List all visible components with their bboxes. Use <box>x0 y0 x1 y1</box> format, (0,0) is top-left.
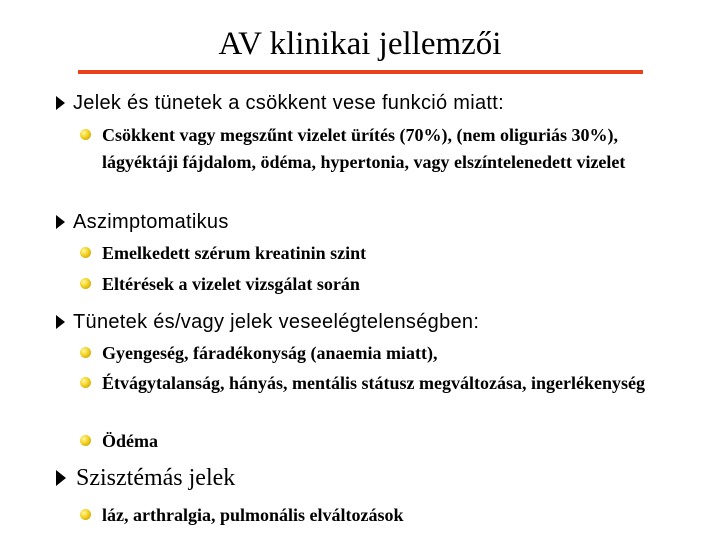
round-bullet-icon <box>80 129 91 140</box>
list-item-text: Emelkedett szérum kreatinin szint <box>102 243 367 263</box>
list-item-text: Eltérések a vizelet vizsgálat során <box>102 274 360 294</box>
round-bullet-icon <box>80 278 91 289</box>
section-heading-text: Tünetek és/vagy jelek veseelégtelenségben: <box>73 311 480 333</box>
triangle-right-icon <box>56 96 65 110</box>
round-bullet-icon <box>80 435 91 446</box>
section-heading-text: Szisztémás jelek <box>76 465 236 491</box>
round-bullet-icon <box>80 377 91 388</box>
round-bullet-icon <box>80 509 91 520</box>
list-item-text: Étvágytalanság, hányás, mentális státusz megváltozása, ingerlékenység <box>102 373 645 393</box>
list-item-text: láz, arthralgia, pulmonális elváltozások <box>102 505 404 525</box>
title-underline <box>78 70 643 74</box>
triangle-right-icon <box>56 470 66 486</box>
section-heading-text: Jelek és tünetek a csökkent vese funkció miatt: <box>73 92 504 114</box>
slide-title: AV klinikai jellemzői <box>218 26 502 62</box>
triangle-right-icon <box>56 215 65 229</box>
round-bullet-icon <box>80 347 91 358</box>
list-item-text: Csökkent vagy megszűnt vizelet ürítés (70%), (nem oliguriás 30%), lágyéktáji fájdalom, ödéma, hypertonia, vagy elszíntelenedett vizelet <box>102 125 626 172</box>
round-bullet-icon <box>80 247 91 258</box>
list-item-text: Gyengeség, fáradékonyság (anaemia miatt), <box>102 343 438 363</box>
list-item-text: Ödéma <box>102 431 158 451</box>
triangle-right-icon <box>56 315 65 329</box>
section-heading-text: Aszimptomatikus <box>73 211 229 233</box>
